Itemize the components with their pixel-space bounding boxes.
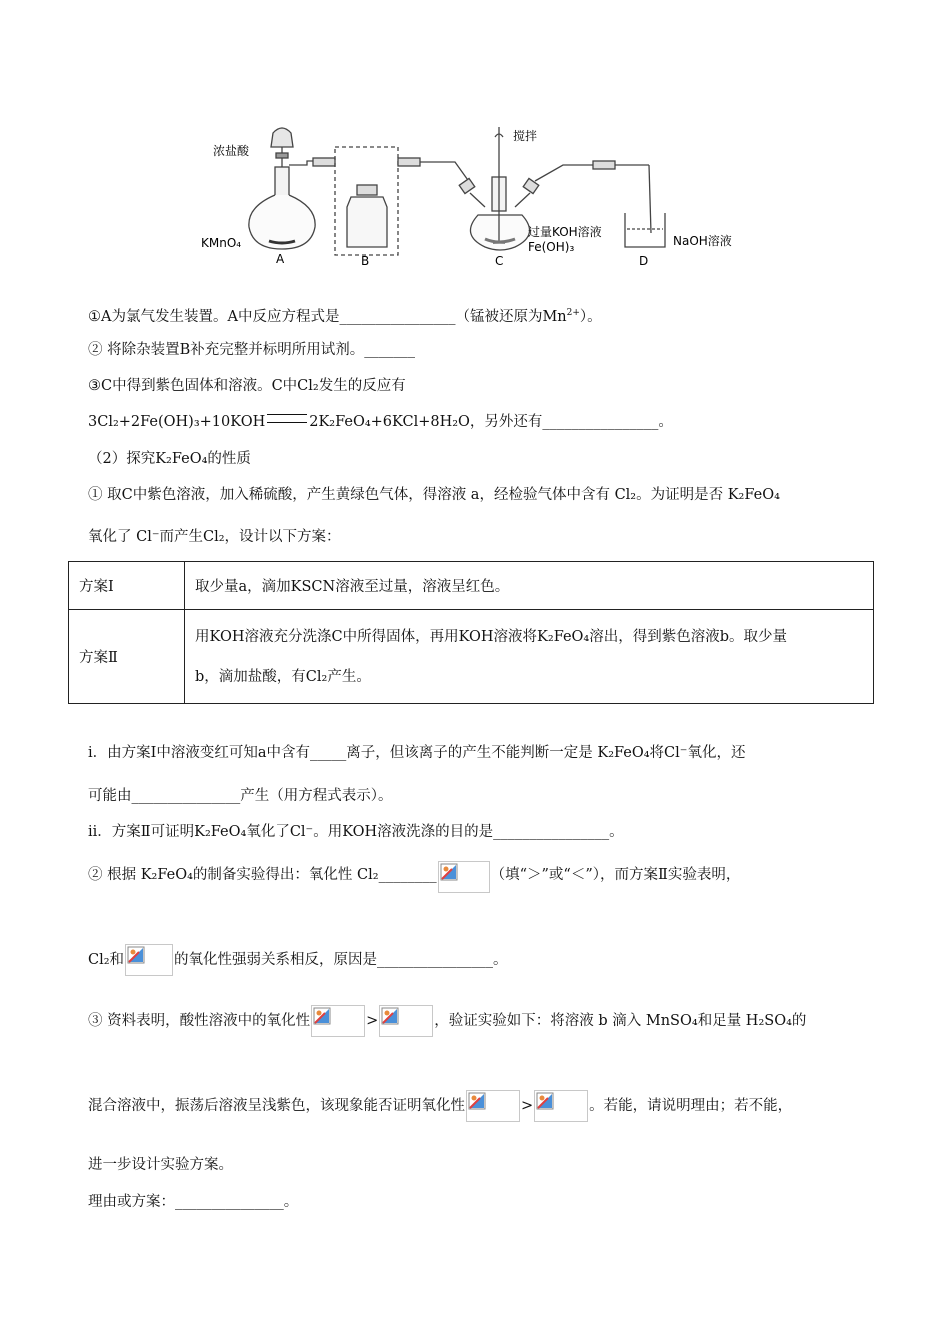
missing-image-icon xyxy=(379,1005,433,1037)
label-stir: 搅拌 xyxy=(513,129,538,143)
table-row xyxy=(69,610,874,704)
label-koh: 过量KOH溶液 xyxy=(528,225,602,239)
missing-image-icon xyxy=(534,1090,588,1122)
missing-image-icon xyxy=(311,1005,365,1037)
plan-table xyxy=(68,561,874,704)
label-hcl: 浓盐酸 xyxy=(213,144,250,158)
label-naoh: NaOH溶液 xyxy=(673,234,732,248)
q2-reason: 理由或方案：_______________。 xyxy=(88,1194,299,1210)
q2-c3-line2: 混合溶液中，振荡后溶液呈浅紫色，该现象能否证明氧化性 > 。若能，请说明理由；若不能， xyxy=(88,1090,792,1122)
q2-title: （2）探究K₂FeO₄的性质 xyxy=(88,451,251,467)
q2-c3-line3: 进一步设计实验方案。 xyxy=(88,1157,233,1173)
plan-1-name: 方案Ⅰ xyxy=(69,562,185,610)
q1-line2: ② 将除杂装置B补充完整并标明所用试剂。_______ xyxy=(88,342,416,358)
q1-line3: ③C中得到紫色固体和溶液。C中Cl₂发生的反应有 xyxy=(88,378,406,394)
label-a: A xyxy=(276,252,285,266)
q1-equation: 3Cl₂+2Fe(OH)₃+10KOH 2K₂FeO₄+6KCl+8H₂O，另外还有________________。 xyxy=(88,414,673,430)
missing-image-icon xyxy=(466,1090,520,1122)
missing-image-icon xyxy=(125,944,173,976)
label-d: D xyxy=(639,254,649,268)
q2-c2-line1: ② 根据 K₂FeO₄的制备实验得出：氧化性 Cl₂________ （填“＞”或“＜”），而方案Ⅱ实验表明， xyxy=(88,861,740,893)
q2-i-line1: i．由方案Ⅰ中溶液变红可知a中含有_____离子，但该离子的产生不能判断一定是 K₂FeO₄将Cl⁻氧化，还 xyxy=(88,745,746,761)
q2-c3-line1: ③ 资料表明，酸性溶液中的氧化性 > ，验证实验如下：将溶液 b 滴入 MnSO₄和足量 H₂SO₄的 xyxy=(88,1005,806,1037)
q1-line1: ①A为氯气发生装置。A中反应方程式是________________（锰被还原为$Mn^{2+}$）。 xyxy=(88,308,602,325)
q2-ii: ii．方案Ⅱ可证明K₂FeO₄氧化了Cl⁻。用KOH溶液洗涤的目的是________________。 xyxy=(88,824,624,840)
q2-intro-2: 氧化了 Cl⁻而产生Cl₂，设计以下方案： xyxy=(88,529,341,545)
q2-i-line2: 可能由_______________产生（用方程式表示）。 xyxy=(88,788,393,804)
equal-sign-icon xyxy=(267,414,307,423)
table-row xyxy=(69,562,874,610)
q2-c2-line2: Cl₂和 的氧化性强弱关系相反，原因是________________。 xyxy=(88,944,508,976)
plan-2-name: 方案Ⅱ xyxy=(69,610,185,704)
apparatus-diagram xyxy=(195,115,755,275)
missing-image-icon xyxy=(438,861,490,893)
plan-1-text: 取少量a，滴加KSCN溶液至过量，溶液呈红色。 xyxy=(185,562,874,610)
label-kmno4: KMnO₄ xyxy=(201,236,242,250)
label-feoh3: Fe(OH)₃ xyxy=(528,240,575,254)
label-c: C xyxy=(495,254,504,268)
q2-intro-1: ① 取C中紫色溶液，加入稀硫酸，产生黄绿色气体，得溶液 a，经检验气体中含有 Cl₂。为证明是否 K₂FeO₄ xyxy=(88,487,780,503)
plan-2-text: 用KOH溶液充分洗涤C中所得固体，再用KOH溶液将K₂FeO₄溶出，得到紫色溶液b。取少量 b，滴加盐酸，有Cl₂产生。 xyxy=(185,610,874,704)
label-b: B xyxy=(361,254,370,268)
